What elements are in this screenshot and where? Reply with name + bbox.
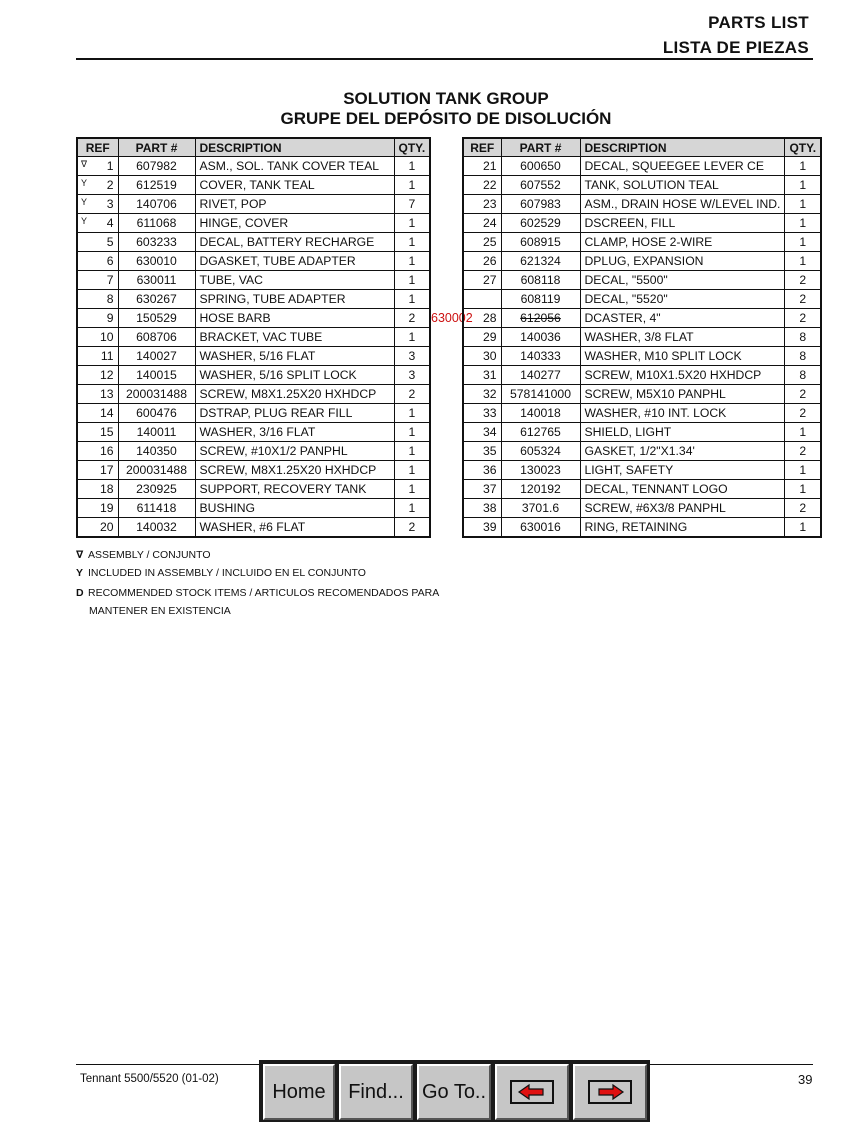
quantity-cell: 1 bbox=[394, 480, 430, 499]
quantity-cell: 1 bbox=[394, 252, 430, 271]
description-cell: DCASTER, 4" bbox=[580, 309, 785, 328]
table-row bbox=[463, 499, 821, 518]
description-cell: WASHER, 5/16 FLAT bbox=[195, 347, 394, 366]
col-part-header: PART # bbox=[501, 138, 580, 157]
assembly-mark-icon: ∇ bbox=[76, 549, 84, 561]
ref-value: 36 bbox=[482, 463, 497, 477]
description-cell: WASHER, #10 INT. LOCK bbox=[580, 404, 785, 423]
ref-cell bbox=[77, 366, 118, 385]
table-row bbox=[77, 461, 430, 480]
quantity-cell: 1 bbox=[394, 214, 430, 233]
parts-table-left bbox=[76, 137, 431, 538]
quantity-cell: 1 bbox=[785, 252, 821, 271]
description-cell: TANK, SOLUTION TEAL bbox=[580, 176, 785, 195]
part-number-cell: 630267 bbox=[118, 290, 195, 309]
ref-value: 19 bbox=[99, 501, 114, 515]
description-cell: DECAL, "5520" bbox=[580, 290, 785, 309]
quantity-cell: 3 bbox=[394, 347, 430, 366]
ref-value: 24 bbox=[482, 216, 497, 230]
table-row bbox=[463, 195, 821, 214]
quantity-cell: 2 bbox=[785, 442, 821, 461]
part-number-cell: 130023 bbox=[501, 461, 580, 480]
table-row bbox=[77, 442, 430, 461]
quantity-cell: 1 bbox=[785, 157, 821, 176]
table-row bbox=[77, 176, 430, 195]
quantity-cell: 1 bbox=[785, 518, 821, 538]
quantity-cell: 7 bbox=[394, 195, 430, 214]
description-cell: WASHER, #6 FLAT bbox=[195, 518, 394, 538]
description-cell: DGASKET, TUBE ADAPTER bbox=[195, 252, 394, 271]
ref-value: 38 bbox=[482, 501, 497, 515]
ref-cell bbox=[77, 461, 118, 480]
included-mark-icon: Y bbox=[81, 178, 88, 188]
table-row bbox=[463, 366, 821, 385]
part-number-cell: 120192 bbox=[501, 480, 580, 499]
table-row bbox=[77, 233, 430, 252]
part-number-cell: 140018 bbox=[501, 404, 580, 423]
part-number-cell: 3701.6 bbox=[501, 499, 580, 518]
description-cell: RING, RETAINING bbox=[580, 518, 785, 538]
description-cell: SHIELD, LIGHT bbox=[580, 423, 785, 442]
quantity-cell: 1 bbox=[394, 233, 430, 252]
page-title-spanish: GRUPE DEL DEPÓSITO DE DISOLUCIÓN bbox=[280, 109, 612, 128]
ref-value: 15 bbox=[99, 425, 114, 439]
recommended-mark-icon: D bbox=[76, 587, 84, 599]
description-cell: CLAMP, HOSE 2-WIRE bbox=[580, 233, 785, 252]
legend-included bbox=[76, 566, 366, 580]
quantity-cell: 1 bbox=[785, 233, 821, 252]
quantity-cell: 2 bbox=[394, 309, 430, 328]
ref-cell bbox=[463, 176, 501, 195]
table-row bbox=[77, 366, 430, 385]
table-row bbox=[77, 518, 430, 538]
ref-value: 11 bbox=[100, 349, 114, 363]
description-cell: DECAL, "5500" bbox=[580, 271, 785, 290]
legend-recommended-cont: MANTENER EN EXISTENCIA bbox=[89, 605, 231, 617]
legend-assembly-text: ASSEMBLY / CONJUNTO bbox=[88, 549, 211, 561]
part-number-cell: 140333 bbox=[501, 347, 580, 366]
table-row bbox=[77, 157, 430, 176]
ref-value: 20 bbox=[99, 520, 114, 534]
part-number-cell: 605324 bbox=[501, 442, 580, 461]
quantity-cell: 1 bbox=[394, 442, 430, 461]
ref-cell bbox=[463, 328, 501, 347]
table-row bbox=[463, 252, 821, 271]
ref-value: 17 bbox=[99, 463, 114, 477]
description-cell: GASKET, 1/2"X1.34' bbox=[580, 442, 785, 461]
description-cell: SCREW, #6X3/8 PANPHL bbox=[580, 499, 785, 518]
part-number-cell: 140011 bbox=[118, 423, 195, 442]
legend-recommended-text: RECOMMENDED STOCK ITEMS / ARTICULOS RECOMENDADOS PARA bbox=[88, 587, 440, 599]
description-cell: WASHER, 5/16 SPLIT LOCK bbox=[195, 366, 394, 385]
assembly-mark-icon: ∇ bbox=[81, 159, 88, 169]
ref-value: 12 bbox=[99, 368, 114, 382]
part-number-cell: 630011 bbox=[118, 271, 195, 290]
left-arrow-icon bbox=[510, 1080, 554, 1104]
table-row bbox=[77, 385, 430, 404]
ref-value: 18 bbox=[99, 482, 114, 496]
quantity-cell: 2 bbox=[785, 385, 821, 404]
ref-cell bbox=[77, 518, 118, 538]
quantity-cell: 1 bbox=[785, 214, 821, 233]
quantity-cell: 1 bbox=[394, 176, 430, 195]
description-cell: SCREW, M10X1.5X20 HXHDCP bbox=[580, 366, 785, 385]
part-number-cell: 600476 bbox=[118, 404, 195, 423]
table-row bbox=[463, 385, 821, 404]
description-cell: SUPPORT, RECOVERY TANK bbox=[195, 480, 394, 499]
table-row bbox=[77, 214, 430, 233]
part-number-cell: 607983 bbox=[501, 195, 580, 214]
description-cell: WASHER, 3/8 FLAT bbox=[580, 328, 785, 347]
description-cell: COVER, TANK TEAL bbox=[195, 176, 394, 195]
included-mark-icon: Y bbox=[76, 567, 84, 579]
table-row bbox=[77, 328, 430, 347]
ref-value: 27 bbox=[482, 273, 497, 287]
col-qty-header: QTY. bbox=[394, 138, 430, 157]
quantity-cell: 1 bbox=[394, 157, 430, 176]
ref-cell bbox=[77, 271, 118, 290]
table-row bbox=[463, 461, 821, 480]
part-number-cell: 600650 bbox=[501, 157, 580, 176]
description-cell: DECAL, SQUEEGEE LEVER CE bbox=[580, 157, 785, 176]
ref-value: 30 bbox=[482, 349, 497, 363]
description-cell: SPRING, TUBE ADAPTER bbox=[195, 290, 394, 309]
part-number-cell: 140032 bbox=[118, 518, 195, 538]
part-number-cell: 612519 bbox=[118, 176, 195, 195]
description-cell: SCREW, M8X1.25X20 HXHDCP bbox=[195, 461, 394, 480]
part-number-cell: 602529 bbox=[501, 214, 580, 233]
ref-cell bbox=[463, 480, 501, 499]
ref-value: 25 bbox=[482, 235, 497, 249]
table-row bbox=[77, 423, 430, 442]
quantity-cell: 8 bbox=[785, 328, 821, 347]
description-cell: DSTRAP, PLUG REAR FILL bbox=[195, 404, 394, 423]
parts-table-right bbox=[462, 137, 822, 538]
ref-cell bbox=[77, 157, 118, 176]
table-row bbox=[463, 271, 821, 290]
description-cell: TUBE, VAC bbox=[195, 271, 394, 290]
ref-cell bbox=[77, 442, 118, 461]
ref-value: 10 bbox=[99, 330, 114, 344]
legend-included-text: INCLUDED IN ASSEMBLY / INCLUIDO EN EL CONJUNTO bbox=[88, 567, 366, 579]
table-row bbox=[77, 499, 430, 518]
part-number-cell: 608915 bbox=[501, 233, 580, 252]
footer-model: Tennant 5500/5520 (01-02) bbox=[80, 1073, 219, 1085]
ref-value: 37 bbox=[482, 482, 497, 496]
part-number-cell: 150529 bbox=[118, 309, 195, 328]
description-cell: SCREW, M5X10 PANPHL bbox=[580, 385, 785, 404]
table-row bbox=[463, 442, 821, 461]
quantity-cell: 8 bbox=[785, 347, 821, 366]
ref-value: 9 bbox=[106, 311, 114, 325]
quantity-cell: 1 bbox=[785, 195, 821, 214]
included-mark-icon: Y bbox=[81, 216, 88, 226]
part-number-cell: 200031488 bbox=[118, 461, 195, 480]
part-number-cell: 607552 bbox=[501, 176, 580, 195]
ref-cell bbox=[463, 347, 501, 366]
table-row bbox=[463, 233, 821, 252]
ref-value: 4 bbox=[106, 216, 114, 230]
table-row bbox=[463, 309, 821, 328]
table-row bbox=[77, 195, 430, 214]
ref-cell bbox=[463, 366, 501, 385]
part-number-cell: 608706 bbox=[118, 328, 195, 347]
quantity-cell: 1 bbox=[394, 499, 430, 518]
header-rule bbox=[76, 58, 813, 60]
ref-value: 31 bbox=[482, 368, 497, 382]
part-number-cell: 611068 bbox=[118, 214, 195, 233]
find-button[interactable]: Find... bbox=[339, 1064, 413, 1120]
ref-cell bbox=[77, 480, 118, 499]
part-number-cell: 630016 bbox=[501, 518, 580, 538]
ref-cell bbox=[77, 347, 118, 366]
ref-cell bbox=[77, 195, 118, 214]
part-number-cell: 200031488 bbox=[118, 385, 195, 404]
ref-cell bbox=[463, 518, 501, 538]
quantity-cell: 1 bbox=[785, 461, 821, 480]
table-row bbox=[77, 271, 430, 290]
description-cell: SCREW, M8X1.25X20 HXHDCP bbox=[195, 385, 394, 404]
ref-cell bbox=[77, 423, 118, 442]
table-row bbox=[463, 328, 821, 347]
table-row bbox=[77, 290, 430, 309]
ref-cell bbox=[463, 233, 501, 252]
part-number-cell: 612056 bbox=[501, 309, 580, 328]
quantity-cell: 2 bbox=[785, 309, 821, 328]
part-number-cell: 630010 bbox=[118, 252, 195, 271]
right-arrow-icon bbox=[588, 1080, 632, 1104]
col-desc-header: DESCRIPTION bbox=[580, 138, 785, 157]
ref-cell bbox=[77, 176, 118, 195]
ref-cell bbox=[463, 385, 501, 404]
part-number-cell: 140706 bbox=[118, 195, 195, 214]
quantity-cell: 1 bbox=[394, 328, 430, 347]
ref-value: 2 bbox=[106, 178, 114, 192]
table-row bbox=[77, 404, 430, 423]
table-row bbox=[463, 176, 821, 195]
description-cell: HOSE BARB bbox=[195, 309, 394, 328]
ref-value: 8 bbox=[106, 292, 114, 306]
ref-cell bbox=[77, 404, 118, 423]
page-title: SOLUTION TANK GROUP bbox=[343, 89, 549, 108]
ref-cell bbox=[463, 423, 501, 442]
ref-cell bbox=[463, 499, 501, 518]
part-number-cell: 608119 bbox=[501, 290, 580, 309]
page-number: 39 bbox=[798, 1072, 813, 1087]
description-cell: WASHER, 3/16 FLAT bbox=[195, 423, 394, 442]
ref-cell bbox=[77, 385, 118, 404]
col-ref-header: REF bbox=[77, 138, 118, 157]
ref-value: 39 bbox=[482, 520, 497, 534]
ref-value: 1 bbox=[106, 159, 114, 173]
quantity-cell: 2 bbox=[785, 499, 821, 518]
description-cell: RIVET, POP bbox=[195, 195, 394, 214]
ref-value: 5 bbox=[106, 235, 114, 249]
table-row bbox=[463, 214, 821, 233]
table-row bbox=[463, 480, 821, 499]
quantity-cell: 3 bbox=[394, 366, 430, 385]
ref-value: 28 bbox=[482, 311, 497, 325]
col-ref-header: REF bbox=[463, 138, 501, 157]
ref-cell bbox=[77, 499, 118, 518]
ref-cell bbox=[463, 271, 501, 290]
part-number-cell: 140036 bbox=[501, 328, 580, 347]
description-cell: WASHER, M10 SPLIT LOCK bbox=[580, 347, 785, 366]
included-mark-icon: Y bbox=[81, 197, 88, 207]
ref-cell bbox=[463, 404, 501, 423]
navigation-bar bbox=[259, 1060, 650, 1122]
ref-value: 21 bbox=[482, 159, 497, 173]
table-row bbox=[463, 518, 821, 538]
next-page-button[interactable] bbox=[573, 1064, 647, 1120]
part-number-cell: 603233 bbox=[118, 233, 195, 252]
ref-value: 22 bbox=[482, 178, 497, 192]
quantity-cell: 8 bbox=[785, 366, 821, 385]
ref-cell bbox=[77, 233, 118, 252]
table-row bbox=[463, 404, 821, 423]
description-cell: DECAL, TENNANT LOGO bbox=[580, 480, 785, 499]
ref-cell bbox=[463, 252, 501, 271]
quantity-cell: 1 bbox=[394, 423, 430, 442]
description-cell: DECAL, BATTERY RECHARGE bbox=[195, 233, 394, 252]
table-row bbox=[463, 347, 821, 366]
quantity-cell: 1 bbox=[394, 290, 430, 309]
part-number-cell: 621324 bbox=[501, 252, 580, 271]
header-lista-de-piezas: LISTA DE PIEZAS bbox=[662, 38, 809, 57]
quantity-cell: 1 bbox=[394, 271, 430, 290]
ref-value: 7 bbox=[106, 273, 114, 287]
quantity-cell: 1 bbox=[785, 480, 821, 499]
part-number-cell: 611418 bbox=[118, 499, 195, 518]
part-number-cell: 140027 bbox=[118, 347, 195, 366]
table-row bbox=[77, 309, 430, 328]
part-number-cell: 140350 bbox=[118, 442, 195, 461]
table-row bbox=[463, 290, 821, 309]
quantity-cell: 2 bbox=[394, 385, 430, 404]
ref-cell bbox=[77, 290, 118, 309]
quantity-cell: 1 bbox=[785, 423, 821, 442]
ref-value: 23 bbox=[482, 197, 497, 211]
part-number-cell: 608118 bbox=[501, 271, 580, 290]
ref-cell bbox=[77, 328, 118, 347]
legend-assembly bbox=[76, 548, 211, 562]
ref-cell bbox=[77, 309, 118, 328]
ref-value: 6 bbox=[106, 254, 114, 268]
home-button[interactable]: Home bbox=[263, 1064, 335, 1120]
quantity-cell: 1 bbox=[785, 176, 821, 195]
description-cell: BRACKET, VAC TUBE bbox=[195, 328, 394, 347]
table-row bbox=[77, 347, 430, 366]
description-cell: SCREW, #10X1/2 PANPHL bbox=[195, 442, 394, 461]
table-row bbox=[77, 252, 430, 271]
header-parts-list: PARTS LIST bbox=[708, 16, 809, 32]
quantity-cell: 2 bbox=[785, 271, 821, 290]
ref-value: 35 bbox=[482, 444, 497, 458]
description-cell: BUSHING bbox=[195, 499, 394, 518]
part-number-cell: 612765 bbox=[501, 423, 580, 442]
part-number-cell: 230925 bbox=[118, 480, 195, 499]
ref-cell bbox=[463, 309, 501, 328]
ref-value: 16 bbox=[99, 444, 114, 458]
description-cell: HINGE, COVER bbox=[195, 214, 394, 233]
quantity-cell: 1 bbox=[394, 461, 430, 480]
table-row bbox=[463, 423, 821, 442]
table-row bbox=[77, 480, 430, 499]
col-desc-header: DESCRIPTION bbox=[195, 138, 394, 157]
ref-value: 33 bbox=[482, 406, 497, 420]
ref-value: 26 bbox=[482, 254, 497, 268]
quantity-cell: 2 bbox=[785, 290, 821, 309]
ref-value: 29 bbox=[482, 330, 497, 344]
ref-value: 14 bbox=[99, 406, 114, 420]
description-cell: DPLUG, EXPANSION bbox=[580, 252, 785, 271]
description-cell: ASM., DRAIN HOSE W/LEVEL IND. bbox=[580, 195, 785, 214]
col-part-header: PART # bbox=[118, 138, 195, 157]
ref-cell bbox=[463, 214, 501, 233]
ref-cell bbox=[463, 157, 501, 176]
ref-value: 13 bbox=[99, 387, 114, 401]
goto-button[interactable]: Go To.. bbox=[417, 1064, 491, 1120]
description-cell: ASM., SOL. TANK COVER TEAL bbox=[195, 157, 394, 176]
table-row bbox=[463, 157, 821, 176]
part-number-cell: 140277 bbox=[501, 366, 580, 385]
ref-value: 3 bbox=[106, 197, 114, 211]
description-cell: LIGHT, SAFETY bbox=[580, 461, 785, 480]
ref-value: 32 bbox=[482, 387, 497, 401]
ref-cell bbox=[463, 195, 501, 214]
ref-cell bbox=[77, 214, 118, 233]
legend-recommended bbox=[76, 586, 439, 618]
previous-page-button[interactable] bbox=[495, 1064, 569, 1120]
handwritten-part-annotation: 630002 bbox=[431, 311, 473, 325]
quantity-cell: 2 bbox=[785, 404, 821, 423]
ref-cell bbox=[463, 442, 501, 461]
part-number-cell: 607982 bbox=[118, 157, 195, 176]
ref-cell bbox=[463, 461, 501, 480]
part-number-cell: 578141000 bbox=[501, 385, 580, 404]
quantity-cell: 2 bbox=[394, 518, 430, 538]
quantity-cell: 1 bbox=[394, 404, 430, 423]
ref-cell bbox=[463, 290, 501, 309]
description-cell: DSCREEN, FILL bbox=[580, 214, 785, 233]
ref-cell bbox=[77, 252, 118, 271]
part-number-cell: 140015 bbox=[118, 366, 195, 385]
col-qty-header: QTY. bbox=[785, 138, 821, 157]
ref-value: 34 bbox=[482, 425, 497, 439]
